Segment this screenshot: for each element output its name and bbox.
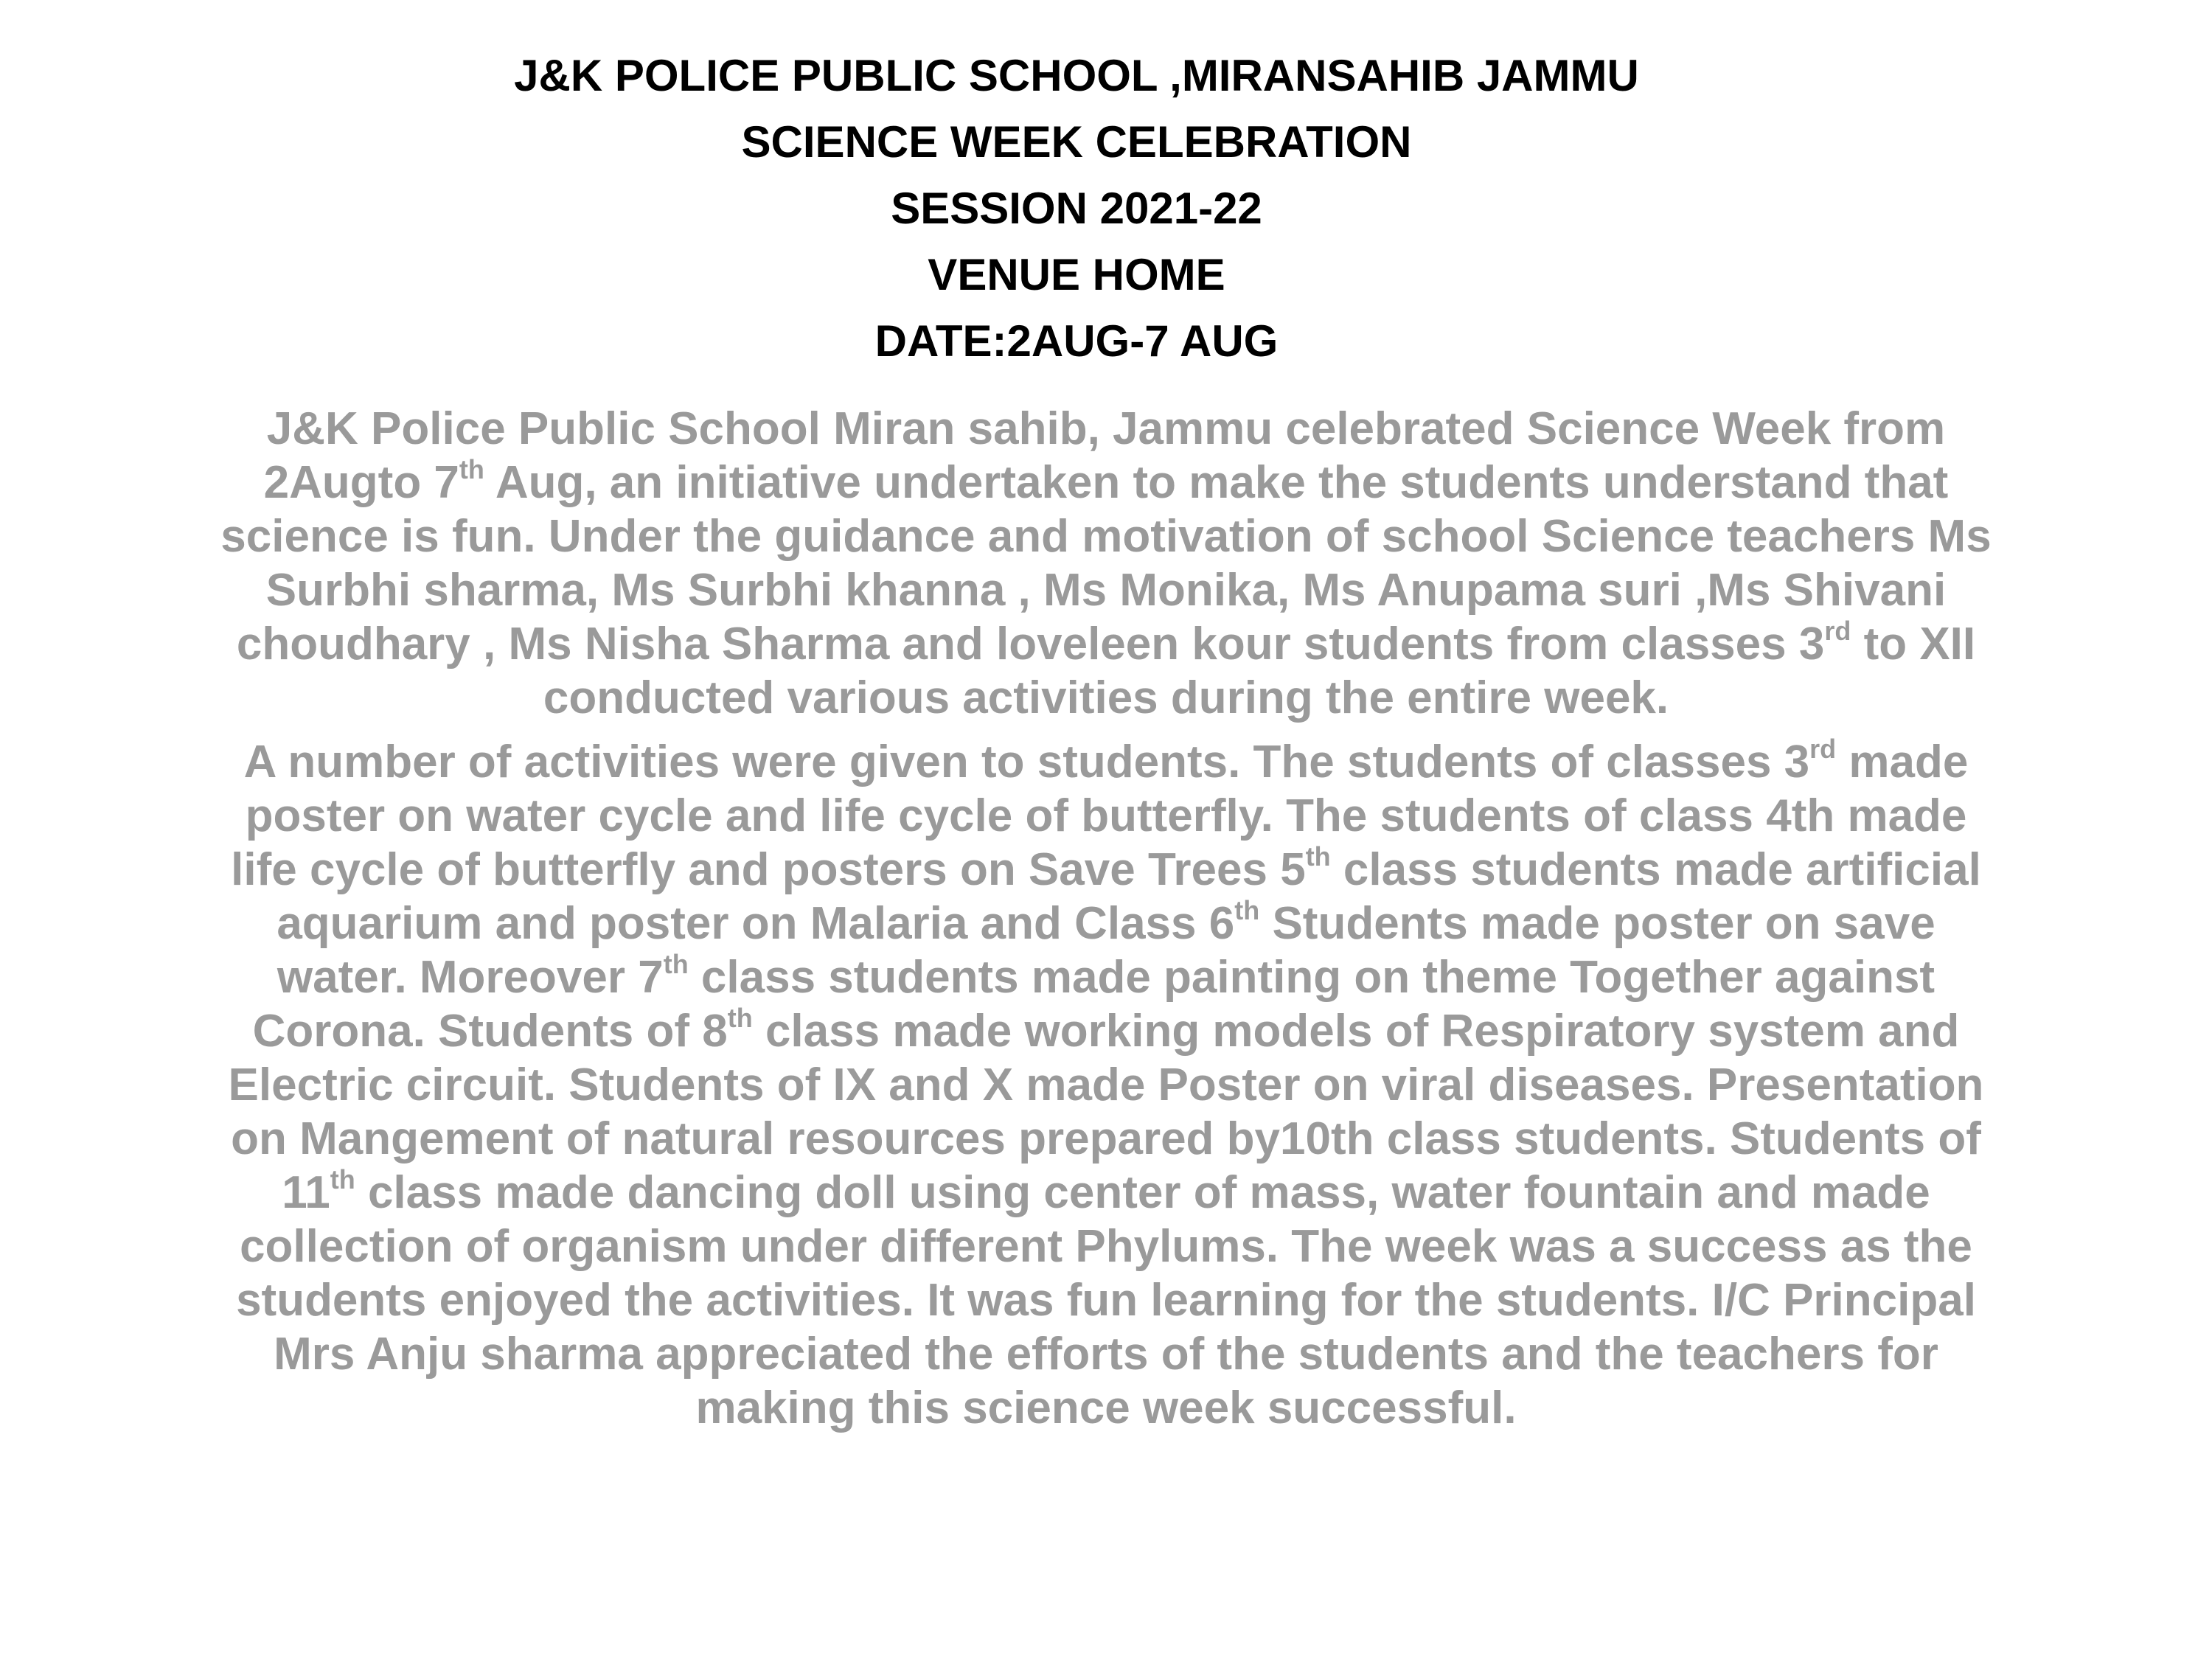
text-segment: class made working models of Respiratory system and xyxy=(752,1006,1960,1057)
text-line xyxy=(162,897,2050,950)
school-name: J&K POLICE PUBLIC SCHOOL ,MIRANSAHIB JAMMU xyxy=(514,51,1639,100)
text-line: J&K Police Public School Miran sahib, Jammu celebrated Science Week from xyxy=(266,403,1946,454)
text-segment: Students made poster on save xyxy=(1259,898,1935,949)
paragraph-intro xyxy=(162,402,2050,725)
session-line: SESSION 2021-22 xyxy=(891,184,1262,233)
text-segment: class students made artificial xyxy=(1330,844,1981,895)
date-line: DATE:2AUG-7 AUG xyxy=(874,316,1279,366)
ordinal-suffix: th xyxy=(459,454,484,485)
text-line xyxy=(162,617,2050,671)
text-line xyxy=(162,735,2050,789)
text-line: making this science week successful. xyxy=(695,1382,1517,1433)
text-segment: water. Moreover 7 xyxy=(276,952,664,1003)
ordinal-suffix: th xyxy=(330,1164,355,1195)
text-segment: choudhary , Ms Nisha Sharma and loveleen kour students from classes 3 xyxy=(236,619,1825,669)
text-segment: class students made painting on theme Together against xyxy=(688,952,1935,1003)
text-segment: Aug, an initiative undertaken to make the students understand that xyxy=(484,457,1949,508)
ordinal-suffix: rd xyxy=(1824,616,1851,647)
text-line: collection of organism under different Phylums. The week was a success as the xyxy=(240,1221,1972,1272)
event-title: SCIENCE WEEK CELEBRATION xyxy=(741,117,1412,167)
ordinal-suffix: th xyxy=(1305,841,1331,872)
text-segment: to XII xyxy=(1851,619,1976,669)
venue-line: VENUE HOME xyxy=(928,250,1225,299)
text-segment: A number of activities were given to students. The students of classes 3 xyxy=(243,737,1810,787)
text-segment: life cycle of butterfly and posters on Save Trees 5 xyxy=(231,844,1306,895)
text-line: Mrs Anju sharma appreciated the efforts of the students and the teachers for xyxy=(274,1329,1938,1380)
text-segment: 11 xyxy=(282,1167,330,1218)
ordinal-suffix: th xyxy=(1234,895,1260,926)
text-segment: Corona. Students of 8 xyxy=(252,1006,728,1057)
ordinal-suffix: rd xyxy=(1809,734,1837,765)
text-line: Surbhi sharma, Ms Surbhi khanna , Ms Monika, Ms Anupama suri ,Ms Shivani xyxy=(265,565,1947,616)
text-line: conducted various activities during the entire week. xyxy=(543,672,1669,723)
text-segment: aquarium and poster on Malaria and Class 6 xyxy=(276,898,1235,949)
text-line xyxy=(162,1166,2050,1220)
text-segment: 2Augto 7 xyxy=(263,457,459,508)
heading-block xyxy=(413,43,1740,375)
ordinal-suffix: th xyxy=(727,1003,753,1034)
text-line: science is fun. Under the guidance and motivation of school Science teachers Ms xyxy=(220,511,1992,562)
text-segment: class made dancing doll using center of mass, water fountain and made xyxy=(355,1167,1930,1218)
text-line xyxy=(162,456,2050,509)
text-line: students enjoyed the activities. It was fun learning for the students. I/C Principal xyxy=(236,1275,1976,1326)
text-line: Electric circuit. Students of IX and X made Poster on viral diseases. Presentation xyxy=(228,1060,1984,1110)
text-line: on Mangement of natural resources prepared by10th class students. Students of xyxy=(231,1113,1981,1164)
paragraph-activities xyxy=(162,735,2050,1435)
text-line xyxy=(162,950,2050,1004)
text-line xyxy=(162,1004,2050,1058)
report-body xyxy=(162,402,2050,1445)
text-segment: made xyxy=(1836,737,1969,787)
text-line xyxy=(162,843,2050,897)
ordinal-suffix: th xyxy=(663,949,689,980)
text-line: poster on water cycle and life cycle of butterfly. The students of class 4th made xyxy=(245,790,1967,841)
